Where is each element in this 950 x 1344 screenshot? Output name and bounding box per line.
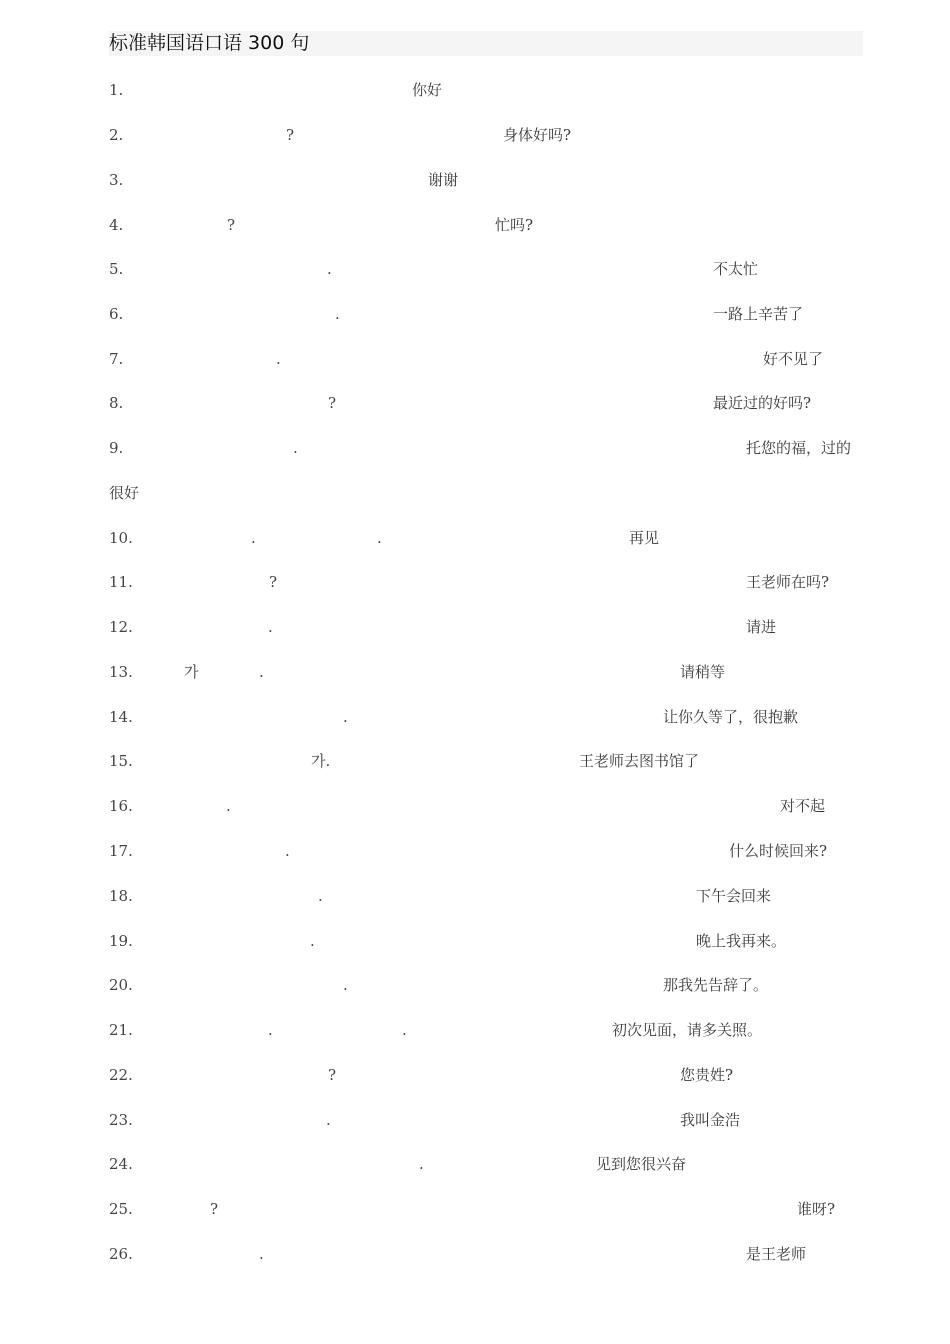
korean-fragment: . <box>285 842 290 860</box>
chinese-translation: 再见 <box>629 529 660 547</box>
chinese-translation: 身体好吗? <box>503 126 572 144</box>
phrase-number: 7. <box>109 350 124 368</box>
chinese-translation: 对不起 <box>780 797 826 815</box>
chinese-translation: 请稍等 <box>680 663 726 681</box>
phrase-number: 15. <box>109 752 133 770</box>
page-title: 标准韩国语口语 300 句 <box>109 32 310 54</box>
phrase-number: 18. <box>109 887 133 905</box>
korean-fragment: . <box>419 1155 424 1173</box>
chinese-translation: 好不见了 <box>763 350 824 368</box>
phrase-number: 21. <box>109 1021 133 1039</box>
phrase-row <box>0 839 950 863</box>
korean-fragment: ? <box>286 126 295 144</box>
phrase-number: 1. <box>109 81 124 99</box>
phrase-row <box>0 526 950 550</box>
korean-fragment: ? <box>227 216 236 234</box>
korean-fragment: . <box>276 350 281 368</box>
phrase-row <box>0 302 950 326</box>
chinese-translation: 那我先告辞了。 <box>663 976 769 994</box>
chinese-translation: 最近过的好吗? <box>713 394 812 412</box>
korean-fragment: 가. <box>311 752 331 770</box>
chinese-translation: 不太忙 <box>713 260 759 278</box>
chinese-translation: 晚上我再来。 <box>696 932 787 950</box>
phrase-number: 25. <box>109 1200 133 1218</box>
phrase-number: 16. <box>109 797 133 815</box>
phrase-row <box>0 347 950 371</box>
phrase-number: 23. <box>109 1111 133 1129</box>
korean-fragment: . <box>335 305 340 323</box>
korean-fragment: . <box>268 1021 273 1039</box>
phrase-row <box>0 78 950 102</box>
korean-fragment: . <box>343 976 348 994</box>
korean-fragment: . <box>318 887 323 905</box>
korean-fragment: . <box>327 260 332 278</box>
phrase-row <box>0 1152 950 1176</box>
phrase-number: 3. <box>109 171 124 189</box>
chinese-translation: 很好 <box>109 484 140 502</box>
phrase-row <box>0 1242 950 1266</box>
korean-fragment: . <box>293 439 298 457</box>
chinese-translation: 让你久等了，很抱歉 <box>663 708 799 726</box>
phrase-number: 22. <box>109 1066 133 1084</box>
korean-fragment: . <box>343 708 348 726</box>
chinese-translation: 您贵姓? <box>680 1066 734 1084</box>
phrase-row <box>0 168 950 192</box>
phrase-number: 14. <box>109 708 133 726</box>
chinese-translation: 王老师去图书馆了 <box>579 752 700 770</box>
phrase-row <box>0 705 950 729</box>
chinese-translation: 请进 <box>746 618 777 636</box>
phrase-row <box>0 1018 950 1042</box>
phrase-number: 11. <box>109 573 133 591</box>
phrase-number: 17. <box>109 842 133 860</box>
phrase-number: 2. <box>109 126 124 144</box>
chinese-translation: 我叫金浩 <box>680 1111 741 1129</box>
korean-fragment: ? <box>210 1200 219 1218</box>
phrase-row <box>0 1108 950 1132</box>
phrase-row <box>0 973 950 997</box>
phrase-row <box>0 570 950 594</box>
korean-fragment: . <box>251 529 256 547</box>
chinese-translation: 初次见面，请多关照。 <box>612 1021 763 1039</box>
chinese-translation: 一路上辛苦了 <box>713 305 804 323</box>
phrase-row <box>0 391 950 415</box>
chinese-translation: 托您的福，过的 <box>746 439 852 457</box>
phrase-number: 10. <box>109 529 133 547</box>
phrase-row <box>0 615 950 639</box>
phrase-row <box>0 123 950 147</box>
phrase-row <box>0 257 950 281</box>
phrase-number: 13. <box>109 663 133 681</box>
korean-fragment: . <box>310 932 315 950</box>
chinese-translation: 什么时候回来? <box>729 842 828 860</box>
chinese-translation: 见到您很兴奋 <box>596 1155 687 1173</box>
korean-fragment: . <box>226 797 231 815</box>
chinese-translation: 你好 <box>412 81 443 99</box>
korean-fragment: ? <box>269 573 278 591</box>
korean-fragment: . <box>402 1021 407 1039</box>
phrase-row <box>0 929 950 953</box>
korean-fragment: . <box>259 663 264 681</box>
phrase-row <box>0 1063 950 1087</box>
phrase-row <box>0 794 950 818</box>
chinese-translation: 下午会回来 <box>696 887 772 905</box>
korean-fragment: . <box>259 1245 264 1263</box>
korean-fragment: . <box>268 618 273 636</box>
chinese-translation: 谢谢 <box>428 171 459 189</box>
phrase-number: 6. <box>109 305 124 323</box>
phrase-row <box>0 884 950 908</box>
korean-fragment: ? <box>328 1066 337 1084</box>
phrase-number: 5. <box>109 260 124 278</box>
phrase-row <box>0 481 950 505</box>
phrase-number: 12. <box>109 618 133 636</box>
chinese-translation: 忙吗? <box>495 216 534 234</box>
phrase-row <box>0 660 950 684</box>
korean-fragment: ? <box>328 394 337 412</box>
korean-fragment: . <box>377 529 382 547</box>
chinese-translation: 是王老师 <box>746 1245 807 1263</box>
phrase-number: 20. <box>109 976 133 994</box>
phrase-number: 26. <box>109 1245 133 1263</box>
korean-fragment: 가 <box>184 663 199 681</box>
korean-fragment: . <box>326 1111 331 1129</box>
phrase-number: 19. <box>109 932 133 950</box>
chinese-translation: 谁呀? <box>797 1200 836 1218</box>
phrase-row <box>0 1197 950 1221</box>
phrase-number: 4. <box>109 216 124 234</box>
phrase-number: 9. <box>109 439 124 457</box>
phrase-row <box>0 213 950 237</box>
phrase-number: 24. <box>109 1155 133 1173</box>
phrase-row <box>0 436 950 460</box>
phrase-number: 8. <box>109 394 124 412</box>
phrase-row <box>0 749 950 773</box>
chinese-translation: 王老师在吗? <box>746 573 830 591</box>
